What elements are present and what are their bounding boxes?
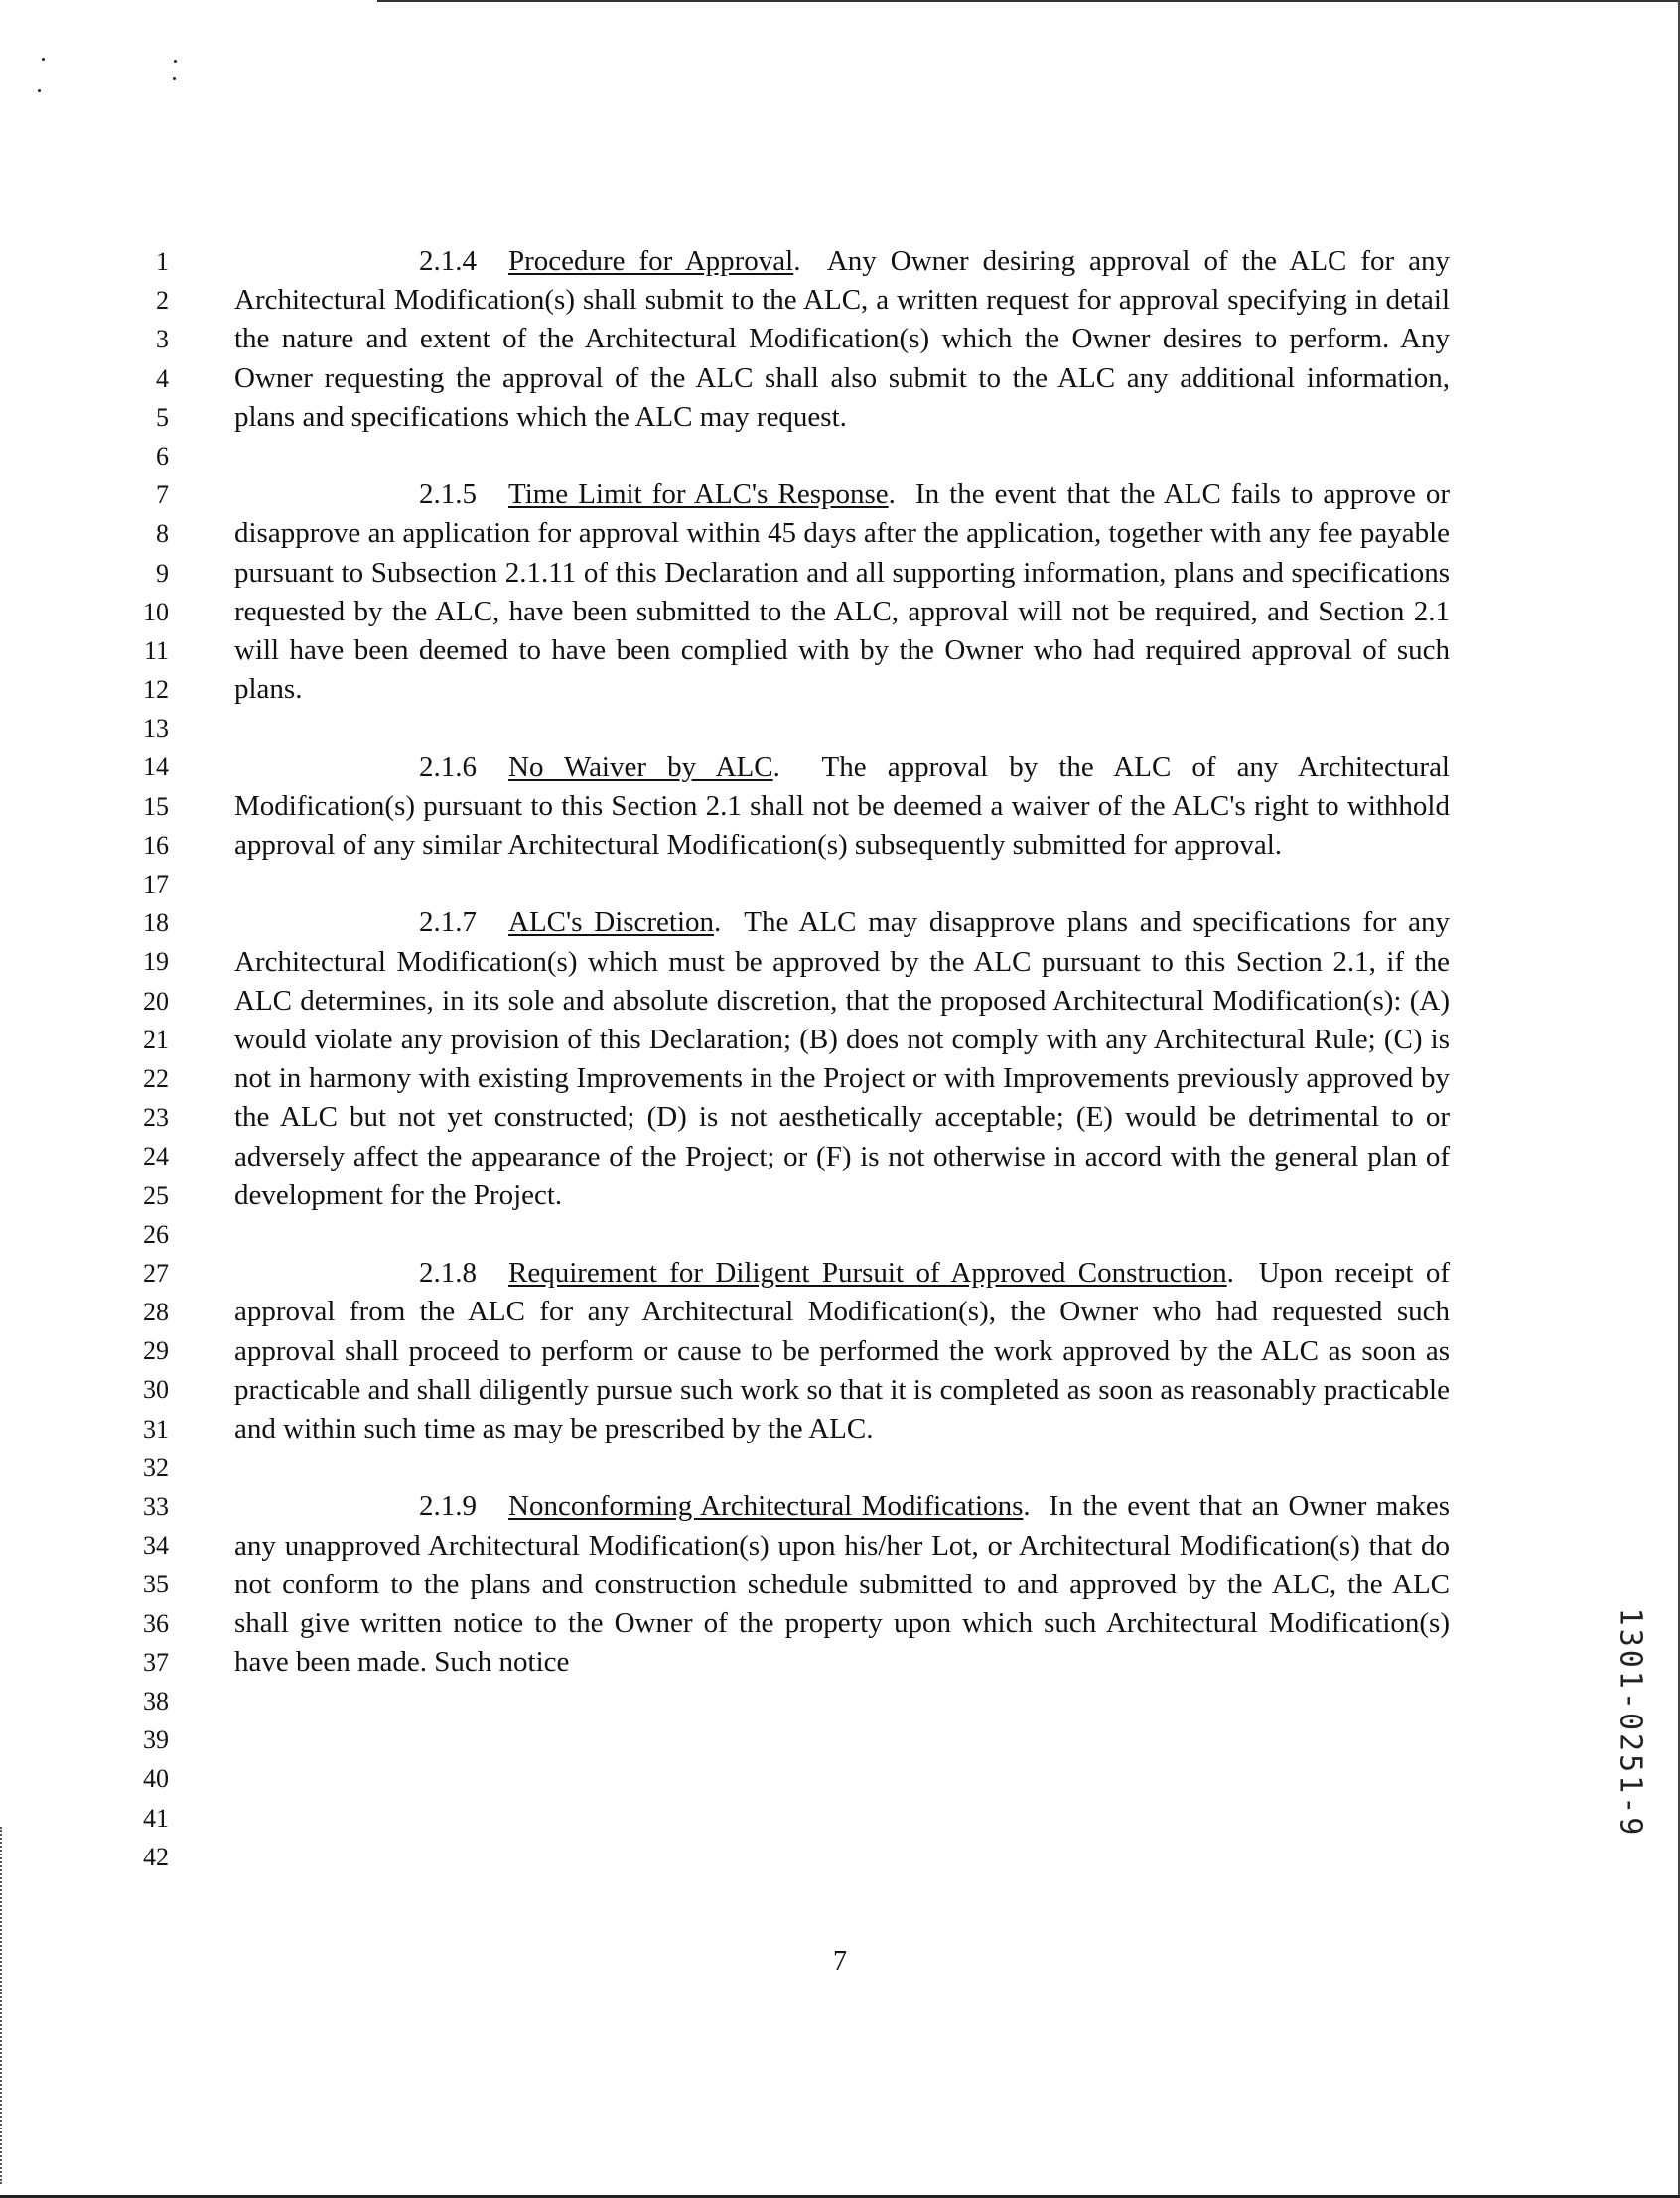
section-2-1-5: 2.1.5 Time Limit for ALC's Response. In the event that the ALC fails to approve or disapprove an application for approval within 45 days after the application, together with any fee payable pursuant to Subsection 2.1.11 of this Declaration and all supporting information, plans and specifications requested by the ALC, have been submitted to the ALC, approval will not be required, and Section 2.1 will have been deemed to have been complied with by the Owner who had required approval of such plans.	[234, 476, 1450, 709]
line-number: 25	[143, 1180, 169, 1210]
speck	[173, 77, 176, 80]
speck	[42, 58, 45, 61]
line-number: 4	[156, 363, 169, 393]
line-number: 3	[156, 325, 169, 354]
line-number: 8	[156, 519, 169, 549]
line-number: 2	[156, 286, 169, 316]
line-number: 34	[143, 1531, 169, 1561]
scan-specks	[30, 50, 189, 99]
speck	[174, 60, 177, 63]
line-number: 10	[143, 597, 169, 626]
section-2-1-9: 2.1.9 Nonconforming Architectural Modifications. In the event that an Owner makes any unapproved Architectural Modification(s) upon his/her Lot, or Architectural Modification(s) that do not conform to the plans and construction schedule submitted to and approved by the ALC, the ALC shall give written notice to the Owner of the property upon which such Architectural Modification(s) have been made. Such notice	[234, 1487, 1450, 1682]
section-2-1-6: 2.1.6 No Waiver by ALC. The approval by the ALC of any Architectural Modification(s) pursuant to this Section 2.1 shall not be deemed a waiver of the ALC's right to withhold approval of any similar Architectural Modification(s) subsequently submitted for approval.	[234, 749, 1450, 866]
section-body: Upon receipt of approval from the ALC for any Architectural Modification(s), the Owner who had requested such approval shall proceed to perform or cause to be performed the work approved by the ALC as soon as practicable and shall diligently pursue such work so that it is completed as soon as reasonably practicable and within such time as may be prescribed by the ALC.	[234, 1257, 1450, 1445]
line-number: 7	[156, 481, 169, 510]
section-number: 2.1.8	[419, 1257, 477, 1290]
line-number: 15	[143, 791, 169, 821]
line-number: 22	[143, 1063, 169, 1093]
line-number: 36	[143, 1608, 169, 1638]
line-number: 37	[143, 1647, 169, 1677]
line-number: 27	[143, 1258, 169, 1288]
line-number: 17	[143, 870, 169, 898]
line-number: 5	[156, 402, 169, 432]
line-number: 40	[143, 1764, 169, 1794]
section-body: Any Owner desiring approval of the ALC for any Architectural Modification(s) shall submit to the ALC, a written request for approval specifying in detail the nature and extent of the Architectural Modification(s) which the Owner desires to perform. Any Owner requesting the approval of the ALC shall also submit to the ALC any additional information, plans and specifications which the ALC may request.	[234, 245, 1450, 433]
section-body: The approval by the ALC of any Architectural Modification(s) pursuant to this Section 2.1 shall not be deemed a waiver of the ALC's right to withhold approval of any similar Architectural Modification(s) subsequently submitted for approval.	[234, 751, 1450, 862]
line-number: 14	[143, 753, 169, 782]
document-body	[234, 242, 1450, 1682]
line-number: 9	[156, 558, 169, 588]
line-number: 23	[143, 1103, 169, 1133]
section-number: 2.1.6	[419, 751, 477, 783]
line-number: 28	[143, 1298, 169, 1327]
line-number: 30	[143, 1375, 169, 1405]
line-number: 18	[143, 908, 169, 938]
section-heading: ALC's Discretion	[508, 906, 715, 939]
recording-stamp	[1609, 1593, 1652, 1852]
line-number: 19	[143, 947, 169, 977]
scan-top-border	[377, 0, 1680, 2]
line-number: 39	[143, 1725, 169, 1755]
recording-stamp-text: 1301-0251-9	[1612, 1607, 1648, 1838]
section-2-1-7: 2.1.7 ALC's Discretion. The ALC may disapprove plans and specifications for any Architectural Modification(s) which must be approved by the ALC pursuant to this Section 2.1, if the ALC determines, in its sole and absolute discretion, that the proposed Architectural Modification(s): (A) would violate any provision of this Declaration; (B) does not comply with any Architectural Rule; (C) is not in harmony with existing Improvements in the Project or with Improvements previously approved by the ALC but not yet constructed; (D) is not aesthetically acceptable; (E) would be detrimental to or adversely affect the appearance of the Project; or (F) is not otherwise in accord with the general plan of development for the Project.	[234, 903, 1450, 1215]
section-number: 2.1.5	[419, 479, 477, 511]
section-number: 2.1.4	[419, 245, 477, 277]
section-number: 2.1.9	[419, 1490, 477, 1523]
section-body: In the event that the ALC fails to approve or disapprove an application for approval within 45 days after the application, together with any fee payable pursuant to Subsection 2.1.11 of this Declaration and all supporting information, plans and specifications requested by the ALC, have been submitted to the ALC, approval will not be required, and Section 2.1 will have been deemed to have been complied with by the Owner who had required approval of such plans.	[234, 479, 1451, 706]
section-body: In the event that an Owner makes any unapproved Architectural Modification(s) upon his/her Lot, or Architectural Modification(s) that do not conform to the plans and construction schedule submitted to and approved by the ALC, the ALC shall give written notice to the Owner of the property upon which such Architectural Modification(s) have been made. Such notice	[234, 1490, 1451, 1679]
line-number: 20	[143, 986, 169, 1016]
line-number: 32	[143, 1452, 169, 1482]
line-number: 6	[156, 441, 169, 471]
section-heading: Time Limit for ALC's Response	[508, 479, 889, 511]
line-number: 31	[143, 1414, 169, 1443]
line-number: 12	[143, 675, 169, 705]
line-number: 21	[143, 1025, 169, 1054]
line-number: 35	[143, 1570, 169, 1599]
line-number-column	[109, 242, 169, 1876]
section-2-1-8: 2.1.8 Requirement for Diligent Pursuit of Approved Construction. Upon receipt of approval from the ALC for any Architectural Modification(s), the Owner who had requested such approval shall proceed to perform or cause to be performed the work approved by the ALC as soon as practicable and shall diligently pursue such work so that it is completed as soon as reasonably practicable and within such time as may be prescribed by the ALC.	[234, 1254, 1450, 1448]
line-number: 29	[143, 1336, 169, 1366]
line-number: 33	[143, 1492, 169, 1521]
page-number: 7	[833, 1946, 847, 1977]
section-heading: Procedure for Approval	[508, 245, 794, 277]
line-number: 1	[156, 247, 169, 276]
line-number: 42	[143, 1842, 169, 1871]
section-number: 2.1.7	[419, 906, 477, 939]
line-number: 26	[143, 1219, 169, 1249]
section-heading: Nonconforming Architectural Modifications	[508, 1490, 1024, 1523]
section-heading: No Waiver by ALC	[508, 751, 773, 783]
line-number: 41	[143, 1803, 169, 1833]
line-number: 13	[143, 714, 169, 744]
scan-left-edge-mark	[0, 1827, 4, 2184]
line-number: 16	[143, 830, 169, 860]
line-number: 24	[143, 1142, 169, 1171]
section-heading: Requirement for Diligent Pursuit of Approved Construction	[508, 1257, 1227, 1290]
section-body: The ALC may disapprove plans and specifications for any Architectural Modification(s) which must be approved by the ALC pursuant to this Section 2.1, if the ALC determines, in its sole and absolute discretion, that the proposed Architectural Modification(s): (A) would violate any provision of this Declaration; (B) does not comply with any Architectural Rule; (C) is not in harmony with existing Improvements in the Project or with Improvements previously approved by the ALC but not yet constructed; (D) is not aesthetically acceptable; (E) would be detrimental to or adversely affect the appearance of the Project; or (F) is not otherwise in accord with the general plan of development for the Project.	[234, 906, 1450, 1211]
line-number: 38	[143, 1686, 169, 1716]
section-2-1-4: 2.1.4 Procedure for Approval. Any Owner desiring approval of the ALC for any Architectural Modification(s) shall submit to the ALC, a written request for approval specifying in detail the nature and extent of the Architectural Modification(s) which the Owner desires to perform. Any Owner requesting the approval of the ALC shall also submit to the ALC any additional information, plans and specifications which the ALC may request.	[234, 242, 1450, 437]
speck	[38, 89, 41, 92]
line-number: 11	[143, 635, 169, 665]
